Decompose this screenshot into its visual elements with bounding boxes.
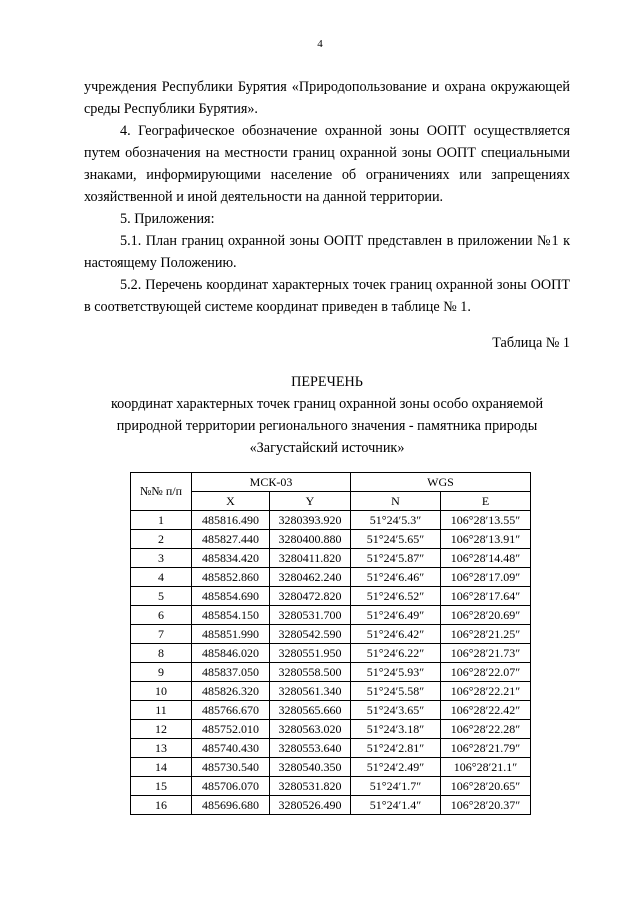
table-row xyxy=(131,682,531,701)
cell-x: 485854.690 xyxy=(192,587,270,606)
cell-y: 3280462.240 xyxy=(270,568,351,587)
cell-y: 3280531.820 xyxy=(270,777,351,796)
table-row xyxy=(131,739,531,758)
cell-y: 3280531.700 xyxy=(270,606,351,625)
row-number: 2 xyxy=(131,530,192,549)
cell-x: 485696.680 xyxy=(192,796,270,815)
cell-e: 106°28′20.69″ xyxy=(441,606,531,625)
cell-n: 51°24′2.49″ xyxy=(351,758,441,777)
cell-x: 485827.440 xyxy=(192,530,270,549)
cell-n: 51°24′3.65″ xyxy=(351,701,441,720)
table-row xyxy=(131,549,531,568)
cell-n: 51°24′1.4″ xyxy=(351,796,441,815)
cell-y: 3280561.340 xyxy=(270,682,351,701)
header-number: №№ п/п xyxy=(131,473,192,511)
table-subtitle-line: природной территории регионального значения - памятника природы xyxy=(116,418,538,434)
coordinates-table xyxy=(130,472,531,815)
cell-e: 106°28′17.09″ xyxy=(441,568,531,587)
cell-y: 3280526.490 xyxy=(270,796,351,815)
row-number: 9 xyxy=(131,663,192,682)
cell-e: 106°28′14.48″ xyxy=(441,549,531,568)
row-number: 11 xyxy=(131,701,192,720)
cell-e: 106°28′17.64″ xyxy=(441,587,531,606)
table-title: ПЕРЕЧЕНЬ xyxy=(291,374,363,390)
header-msk03: МСК-03 xyxy=(192,473,351,492)
cell-x: 485834.420 xyxy=(192,549,270,568)
cell-x: 485816.490 xyxy=(192,511,270,530)
cell-x: 485706.070 xyxy=(192,777,270,796)
header-e: E xyxy=(441,492,531,511)
cell-e: 106°28′22.07″ xyxy=(441,663,531,682)
cell-x: 485740.430 xyxy=(192,739,270,758)
cell-n: 51°24′6.52″ xyxy=(351,587,441,606)
cell-x: 485854.150 xyxy=(192,606,270,625)
cell-y: 3280565.660 xyxy=(270,701,351,720)
cell-x: 485837.050 xyxy=(192,663,270,682)
cell-e: 106°28′21.73″ xyxy=(441,644,531,663)
cell-n: 51°24′5.87″ xyxy=(351,549,441,568)
table-row xyxy=(131,758,531,777)
paragraph: 5.2. Перечень координат характерных точек границ охранной зоны ООПТ в соответствующей системе координат приведен в таблице № 1. xyxy=(84,277,570,315)
cell-n: 51°24′5.58″ xyxy=(351,682,441,701)
cell-x: 485852.860 xyxy=(192,568,270,587)
table-row xyxy=(131,663,531,682)
cell-y: 3280540.350 xyxy=(270,758,351,777)
cell-y: 3280472.820 xyxy=(270,587,351,606)
cell-n: 51°24′5.65″ xyxy=(351,530,441,549)
row-number: 16 xyxy=(131,796,192,815)
body-text xyxy=(84,76,570,318)
table-row xyxy=(131,530,531,549)
cell-n: 51°24′1.7″ xyxy=(351,777,441,796)
row-number: 12 xyxy=(131,720,192,739)
cell-e: 106°28′13.91″ xyxy=(441,530,531,549)
row-number: 10 xyxy=(131,682,192,701)
row-number: 15 xyxy=(131,777,192,796)
header-y: Y xyxy=(270,492,351,511)
table-row xyxy=(131,625,531,644)
table-row xyxy=(131,511,531,530)
cell-e: 106°28′21.25″ xyxy=(441,625,531,644)
cell-n: 51°24′6.49″ xyxy=(351,606,441,625)
paragraph: 5. Приложения: xyxy=(120,211,215,227)
header-n: N xyxy=(351,492,441,511)
cell-e: 106°28′22.28″ xyxy=(441,720,531,739)
cell-n: 51°24′6.22″ xyxy=(351,644,441,663)
table-row xyxy=(131,587,531,606)
table-row xyxy=(131,701,531,720)
cell-e: 106°28′13.55″ xyxy=(441,511,531,530)
header-x: X xyxy=(192,492,270,511)
cell-y: 3280393.920 xyxy=(270,511,351,530)
table-subtitle-line: «Загустайский источник» xyxy=(249,440,405,456)
cell-x: 485846.020 xyxy=(192,644,270,663)
table-title-block xyxy=(84,371,570,459)
cell-y: 3280553.640 xyxy=(270,739,351,758)
cell-x: 485766.670 xyxy=(192,701,270,720)
table-row xyxy=(131,644,531,663)
cell-y: 3280551.950 xyxy=(270,644,351,663)
cell-y: 3280411.820 xyxy=(270,549,351,568)
row-number: 3 xyxy=(131,549,192,568)
cell-n: 51°24′6.46″ xyxy=(351,568,441,587)
page-number: 4 xyxy=(317,38,323,50)
row-number: 8 xyxy=(131,644,192,663)
cell-n: 51°24′6.42″ xyxy=(351,625,441,644)
cell-x: 485752.010 xyxy=(192,720,270,739)
paragraph: 5.1. План границ охранной зоны ООПТ представлен в приложении №1 к настоящему Положению. xyxy=(84,233,570,271)
row-number: 7 xyxy=(131,625,192,644)
cell-e: 106°28′22.21″ xyxy=(441,682,531,701)
table-row xyxy=(131,796,531,815)
table-body xyxy=(131,511,531,815)
cell-x: 485730.540 xyxy=(192,758,270,777)
cell-e: 106°28′21.1″ xyxy=(441,758,531,777)
table-label: Таблица № 1 xyxy=(492,335,570,351)
table-row xyxy=(131,606,531,625)
cell-e: 106°28′21.79″ xyxy=(441,739,531,758)
cell-y: 3280558.500 xyxy=(270,663,351,682)
cell-y: 3280542.590 xyxy=(270,625,351,644)
cell-n: 51°24′2.81″ xyxy=(351,739,441,758)
row-number: 14 xyxy=(131,758,192,777)
cell-e: 106°28′22.42″ xyxy=(441,701,531,720)
cell-n: 51°24′5.93″ xyxy=(351,663,441,682)
row-number: 4 xyxy=(131,568,192,587)
table-row xyxy=(131,720,531,739)
row-number: 5 xyxy=(131,587,192,606)
cell-n: 51°24′5.3″ xyxy=(351,511,441,530)
row-number: 6 xyxy=(131,606,192,625)
table-subtitle-line: координат характерных точек границ охранной зоны особо охраняемой xyxy=(110,396,544,412)
cell-x: 485851.990 xyxy=(192,625,270,644)
cell-x: 485826.320 xyxy=(192,682,270,701)
cell-y: 3280563.020 xyxy=(270,720,351,739)
table-row xyxy=(131,777,531,796)
cell-y: 3280400.880 xyxy=(270,530,351,549)
cell-n: 51°24′3.18″ xyxy=(351,720,441,739)
cell-e: 106°28′20.37″ xyxy=(441,796,531,815)
row-number: 13 xyxy=(131,739,192,758)
row-number: 1 xyxy=(131,511,192,530)
paragraph: 4. Географическое обозначение охранной зоны ООПТ осуществляется путем обозначения на местности границ охранной зоны ООПТ специальными знаками, информирующими население об ограничениях или запрещениях хозяйственной и иной деятельности на данной территории. xyxy=(84,123,570,205)
cell-e: 106°28′20.65″ xyxy=(441,777,531,796)
header-wgs: WGS xyxy=(351,473,531,492)
table-row xyxy=(131,568,531,587)
paragraph: учреждения Республики Бурятия «Природопользование и охрана окружающей среды Республики Бурятия». xyxy=(84,79,570,117)
